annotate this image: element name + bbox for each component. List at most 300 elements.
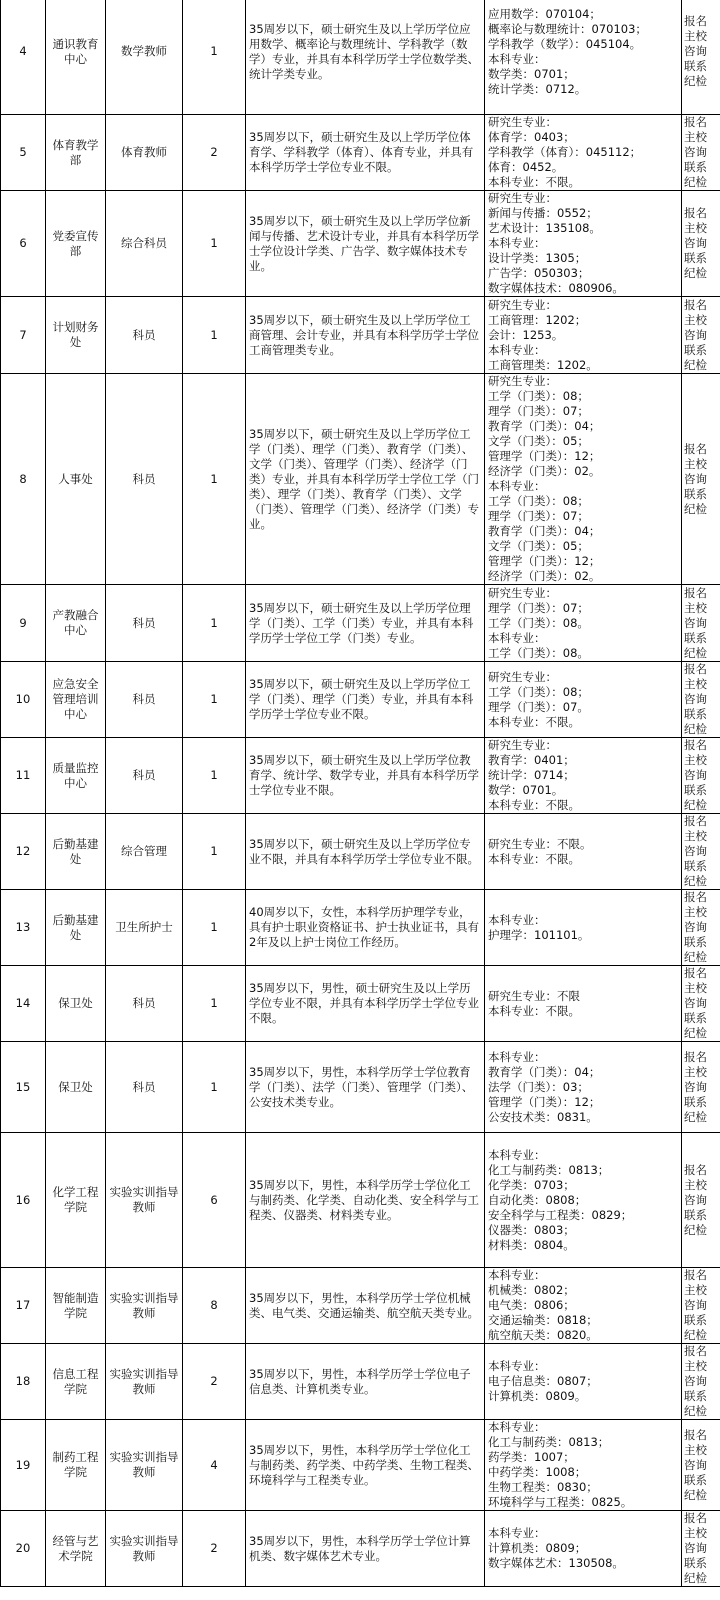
requirement-cell: 40周岁以下，女性，本科学历护理学专业，具有护士职业资格证书、护士执业证书，具有2年及以上护士岗位工作经历。: [246, 890, 485, 966]
note-line: 联系: [684, 342, 707, 357]
majors-cell: [485, 0, 682, 115]
note-line: 报名: [684, 1511, 707, 1525]
majors-cell: [485, 115, 682, 191]
department-cell: 体育教学部: [46, 115, 106, 191]
headcount-cell: 8: [183, 1268, 246, 1344]
major-line: 中药学类：1008；: [488, 1465, 587, 1479]
position-cell: 科员: [106, 966, 183, 1042]
majors-cell: [485, 1042, 682, 1133]
note-cell: [682, 1511, 720, 1587]
major-line: 艺术设计：135108。: [488, 221, 601, 235]
note-line: 咨询: [684, 327, 707, 342]
major-line: 体育学：0403；: [488, 130, 575, 144]
note-cell: [682, 1268, 720, 1344]
major-line: 理学（门类）：07。: [488, 699, 589, 714]
major-line: 工商管理：1202；: [488, 312, 587, 327]
department-cell: 制药工程学院: [46, 1420, 106, 1511]
major-line: 会计：1253。: [488, 327, 564, 342]
major-line: 本科专业：不限。: [488, 798, 580, 812]
major-line: 经济学（门类）：02。: [488, 464, 601, 478]
note-line: 报名: [684, 1162, 707, 1177]
note-line: 主校: [684, 1526, 707, 1540]
note-line: 主校: [684, 1064, 707, 1079]
headcount-cell: 6: [183, 1133, 246, 1268]
major-line: 教育学：0401；: [488, 753, 575, 767]
note-line: 咨询: [684, 1192, 707, 1207]
major-line: 生物工程类：0830；: [488, 1480, 598, 1494]
note-line: 联系: [684, 1556, 707, 1570]
requirement-cell: 35周岁以下，男性，本科学历学士学位机械类、电气类、交通运输类、航空航天类专业。: [246, 1268, 485, 1344]
majors-cell: [485, 1344, 682, 1420]
major-line: 管理学（门类）：12；: [488, 554, 601, 568]
note-line: 咨询: [684, 1374, 707, 1388]
note-line: 联系: [684, 1011, 707, 1025]
major-line: 数字媒体艺术：130508。: [488, 1556, 624, 1570]
note-cell: [682, 890, 720, 966]
row-number: 6: [1, 191, 46, 297]
major-line: 研究生专业：不限。: [488, 836, 592, 851]
row-number: 7: [1, 297, 46, 374]
headcount-cell: 1: [183, 662, 246, 738]
position-cell: 数学教师: [106, 0, 183, 115]
note-line: 纪检: [684, 74, 707, 88]
requirement-cell: 35周岁以下，硕士研究生及以上学历学位新闻与传播、艺术设计专业，并具有本科学历学士学位设计学类、广告学、数字媒体技术专业。: [246, 191, 485, 297]
major-line: 航空航天类：0820。: [488, 1328, 598, 1342]
note-line: 纪检: [684, 1328, 707, 1342]
majors-cell: [485, 738, 682, 814]
major-line: 本科专业：: [488, 479, 546, 493]
table-row: [1, 662, 720, 738]
department-cell: 后勤基建处: [46, 814, 106, 890]
note-line: 纪检: [684, 266, 707, 280]
department-cell: 产教融合中心: [46, 585, 106, 662]
row-number: 16: [1, 1133, 46, 1268]
department-cell: 智能制造学院: [46, 1268, 106, 1344]
majors-cell: [485, 966, 682, 1042]
headcount-cell: 4: [183, 1420, 246, 1511]
note-cell: [682, 966, 720, 1042]
headcount-cell: 1: [183, 585, 246, 662]
requirement-cell: 35周岁以下，硕士研究生及以上学历学位教育学、统计学、数学专业，并具有本科学历学士学位专业不限。: [246, 738, 485, 814]
note-line: 联系: [684, 783, 707, 797]
department-cell: 信息工程学院: [46, 1344, 106, 1420]
note-line: 纪检: [684, 645, 707, 660]
major-line: 研究生专业：不限: [488, 988, 580, 1003]
major-line: 教育学（门类）：04；: [488, 1064, 601, 1079]
major-line: 设计学类：1305；: [488, 251, 587, 265]
note-line: 联系: [684, 1313, 707, 1327]
majors-cell: [485, 1133, 682, 1268]
major-line: 本科专业：: [488, 342, 546, 357]
position-cell: 科员: [106, 374, 183, 585]
major-line: 化学类：0703；: [488, 1177, 575, 1192]
major-line: 交通运输类：0818；: [488, 1313, 598, 1327]
note-line: 联系: [684, 1207, 707, 1222]
table-row: [1, 814, 720, 890]
headcount-cell: 2: [183, 1511, 246, 1587]
major-line: 体育：0452。: [488, 160, 564, 174]
major-line: 研究生专业：: [488, 191, 557, 205]
major-line: 工学（门类）：08。: [488, 615, 589, 630]
major-line: 本科专业：: [488, 1526, 546, 1540]
major-line: 理学（门类）：07；: [488, 509, 589, 523]
position-cell: 科员: [106, 297, 183, 374]
row-number: 17: [1, 1268, 46, 1344]
major-line: 理学（门类）：07；: [488, 600, 589, 615]
major-line: 工学（门类）：08；: [488, 494, 589, 508]
department-cell: 人事处: [46, 374, 106, 585]
note-line: 联系: [684, 251, 707, 265]
note-line: 咨询: [684, 1457, 707, 1472]
note-line: 咨询: [684, 1079, 707, 1094]
major-line: 工学（门类）：08。: [488, 645, 589, 660]
row-number: 9: [1, 585, 46, 662]
position-cell: 实验实训指导教师: [106, 1133, 183, 1268]
note-cell: [682, 374, 720, 585]
major-line: 本科专业：: [488, 236, 546, 250]
note-line: 联系: [684, 59, 707, 73]
table-row: [1, 115, 720, 191]
major-line: 自动化类：0808；: [488, 1192, 587, 1207]
note-line: 报名: [684, 441, 707, 456]
note-line: 报名: [684, 1268, 707, 1282]
major-line: 概率论与数理统计：070103；: [488, 21, 647, 36]
table-row: [1, 890, 720, 966]
note-line: 联系: [684, 1389, 707, 1403]
major-line: 管理学（门类）：12；: [488, 1094, 601, 1109]
major-line: 本科专业：不限。: [488, 1003, 580, 1018]
note-line: 咨询: [684, 1541, 707, 1555]
majors-cell: [485, 890, 682, 966]
major-line: 应用数学：070104；: [488, 6, 601, 21]
note-cell: [682, 814, 720, 890]
major-line: 电子信息类：0807；: [488, 1374, 598, 1388]
row-number: 19: [1, 1420, 46, 1511]
note-line: 主校: [684, 1359, 707, 1373]
note-cell: [682, 738, 720, 814]
major-line: 数学：0701。: [488, 783, 564, 797]
department-cell: 保卫处: [46, 1042, 106, 1133]
row-number: 13: [1, 890, 46, 966]
note-line: 联系: [684, 935, 707, 949]
position-cell: 综合科员: [106, 191, 183, 297]
major-line: 化工与制药类：0813；: [488, 1435, 610, 1449]
table-row: [1, 585, 720, 662]
note-line: 咨询: [684, 471, 707, 486]
note-line: 主校: [684, 221, 707, 235]
note-line: 联系: [684, 1094, 707, 1109]
note-line: 联系: [684, 1472, 707, 1487]
department-cell: 保卫处: [46, 966, 106, 1042]
note-line: 咨询: [684, 692, 707, 706]
major-line: 研究生专业：: [488, 115, 557, 129]
note-line: 报名: [684, 1049, 707, 1064]
major-line: 本科专业：: [488, 1420, 546, 1434]
row-number: 8: [1, 374, 46, 585]
major-line: 管理学（门类）：12；: [488, 449, 601, 463]
note-line: 纪检: [684, 950, 707, 964]
major-line: 本科专业：: [488, 630, 546, 645]
requirement-cell: 35周岁以下，硕士研究生及以上学历学位应用数学、概率论与数理统计、学科教学（数学）专业，并具有本科学历学士学位数学类、统计学类专业。: [246, 0, 485, 115]
note-line: 报名: [684, 206, 707, 220]
table-row: [1, 966, 720, 1042]
note-line: 纪检: [684, 1487, 707, 1502]
headcount-cell: 1: [183, 890, 246, 966]
row-number: 20: [1, 1511, 46, 1587]
major-line: 安全科学与工程类：0829；: [488, 1207, 633, 1222]
note-line: 联系: [684, 859, 707, 873]
note-line: 纪检: [684, 175, 707, 189]
majors-cell: [485, 297, 682, 374]
major-line: 本科专业：: [488, 1268, 546, 1282]
note-line: 主校: [684, 456, 707, 471]
headcount-cell: 1: [183, 297, 246, 374]
note-line: 主校: [684, 29, 707, 43]
note-line: 主校: [684, 905, 707, 919]
note-line: 纪检: [684, 501, 707, 516]
majors-cell: [485, 1268, 682, 1344]
majors-cell: [485, 662, 682, 738]
note-line: 主校: [684, 753, 707, 767]
major-line: 数字媒体技术：080906。: [488, 281, 624, 295]
major-line: 统计学：0714；: [488, 768, 575, 782]
row-number: 12: [1, 814, 46, 890]
major-line: 教育学（门类）：04；: [488, 419, 601, 433]
note-line: 报名: [684, 890, 707, 904]
position-cell: 综合管理: [106, 814, 183, 890]
major-line: 学科教学（数学）：045104。: [488, 36, 642, 51]
note-line: 纪检: [684, 1109, 707, 1124]
note-cell: [682, 191, 720, 297]
requirement-cell: 35周岁以下，硕士研究生及以上学历学位工商管理、会计专业，并具有本科学历学士学位工商管理类专业。: [246, 297, 485, 374]
note-cell: [682, 1133, 720, 1268]
position-cell: 卫生所护士: [106, 890, 183, 966]
major-line: 本科专业：: [488, 51, 546, 66]
major-line: 计算机类：0809；: [488, 1541, 587, 1555]
department-cell: 后勤基建处: [46, 890, 106, 966]
major-line: 统计学类：0712。: [488, 81, 587, 96]
note-cell: [682, 115, 720, 191]
department-cell: 经管与艺术学院: [46, 1511, 106, 1587]
major-line: 电气类：0806；: [488, 1298, 575, 1312]
major-line: 研究生专业：: [488, 297, 557, 312]
department-cell: 化学工程学院: [46, 1133, 106, 1268]
row-number: 11: [1, 738, 46, 814]
department-cell: 应急安全管理培训中心: [46, 662, 106, 738]
major-line: 研究生专业：: [488, 374, 557, 388]
headcount-cell: 1: [183, 966, 246, 1042]
major-line: 计算机类：0809。: [488, 1389, 587, 1403]
note-cell: [682, 1344, 720, 1420]
major-line: 文学（门类）：05；: [488, 539, 589, 553]
requirement-cell: 35周岁以下，硕士研究生及以上学历学位理学（门类）、工学（门类）专业，并具有本科学历学士学位工学（门类）专业。: [246, 585, 485, 662]
major-line: 护理学：101101。: [488, 927, 590, 942]
requirement-cell: 35周岁以下，硕士研究生及以上学历学位体育学、学科教学（体育）、体育专业，并具有本科学历学士学位专业不限。: [246, 115, 485, 191]
position-cell: 实验实训指导教师: [106, 1420, 183, 1511]
note-line: 报名: [684, 1344, 707, 1358]
position-cell: 体育教师: [106, 115, 183, 191]
headcount-cell: 2: [183, 115, 246, 191]
requirement-cell: 35周岁以下，硕士研究生及以上学历学位工学（门类）、理学（门类）、教育学（门类）、文学（门类）、管理学（门类）、经济学（门类）专业，并具有本科学历学士学位工学（门类）、理学（门类）、教育学（门类）、文学（门类）、管理学（门类）、经济学（门类）专业。: [246, 374, 485, 585]
note-line: 主校: [684, 1283, 707, 1297]
note-line: 报名: [684, 966, 707, 980]
headcount-cell: 1: [183, 738, 246, 814]
table-row: [1, 1042, 720, 1133]
major-line: 机械类：0802；: [488, 1283, 575, 1297]
row-number: 14: [1, 966, 46, 1042]
note-line: 联系: [684, 486, 707, 501]
note-line: 报名: [684, 297, 707, 312]
table-row: [1, 1268, 720, 1344]
table-row: [1, 738, 720, 814]
note-line: 主校: [684, 312, 707, 327]
note-line: 纪检: [684, 1222, 707, 1237]
note-line: 纪检: [684, 1571, 707, 1585]
major-line: 药学类：1007；: [488, 1450, 575, 1464]
requirement-cell: 35周岁以下，男性，硕士研究生及以上学历学位专业不限，并具有本科学历学士学位专业不限。: [246, 966, 485, 1042]
position-cell: 科员: [106, 1042, 183, 1133]
major-line: 本科专业：: [488, 1359, 546, 1373]
requirement-cell: 35周岁以下，硕士研究生及以上学历学位工学（门类）、理学（门类）专业，并具有本科学历学士学位专业不限。: [246, 662, 485, 738]
table-row: [1, 0, 720, 115]
major-line: 研究生专业：: [488, 669, 557, 684]
note-cell: [682, 1420, 720, 1511]
note-line: 主校: [684, 829, 707, 843]
note-line: 咨询: [684, 615, 707, 630]
headcount-cell: 1: [183, 1042, 246, 1133]
table-row: [1, 374, 720, 585]
position-cell: 实验实训指导教师: [106, 1511, 183, 1587]
major-line: 广告学：050303；: [488, 266, 590, 280]
position-cell: 科员: [106, 738, 183, 814]
note-line: 咨询: [684, 768, 707, 782]
row-number: 18: [1, 1344, 46, 1420]
row-number: 15: [1, 1042, 46, 1133]
department-cell: 党委宣传部: [46, 191, 106, 297]
major-line: 学科教学（体育）：045112；: [488, 145, 642, 159]
note-line: 主校: [684, 1177, 707, 1192]
note-line: 咨询: [684, 1298, 707, 1312]
note-cell: [682, 662, 720, 738]
department-cell: 计划财务处: [46, 297, 106, 374]
note-line: 报名: [684, 1427, 707, 1442]
majors-cell: [485, 585, 682, 662]
requirement-cell: 35周岁以下，男性，本科学历学士学位化工与制药类、药学类、中药学类、生物工程类、环境科学与工程类专业。: [246, 1420, 485, 1511]
majors-cell: [485, 374, 682, 585]
major-line: 经济学（门类）：02。: [488, 569, 601, 583]
note-line: 纪检: [684, 1404, 707, 1418]
note-line: 报名: [684, 585, 707, 600]
major-line: 法学（门类）：03；: [488, 1079, 589, 1094]
major-line: 工商管理类：1202。: [488, 357, 598, 372]
table-row: [1, 1133, 720, 1268]
major-line: 新闻与传播：0552；: [488, 206, 598, 220]
headcount-cell: 1: [183, 374, 246, 585]
note-cell: [682, 1042, 720, 1133]
requirement-cell: 35周岁以下，男性，本科学历学士学位电子信息类、计算机类专业。: [246, 1344, 485, 1420]
major-line: 工学（门类）：08；: [488, 389, 589, 403]
note-line: 联系: [684, 707, 707, 721]
major-line: 本科专业：不限。: [488, 851, 580, 866]
note-cell: [682, 585, 720, 662]
note-line: 纪检: [684, 874, 707, 888]
major-line: 公安技术类：0831。: [488, 1109, 598, 1124]
headcount-cell: 1: [183, 814, 246, 890]
major-line: 化工与制药类：0813；: [488, 1162, 610, 1177]
note-line: 报名: [684, 115, 707, 129]
major-line: 本科专业：不限。: [488, 714, 580, 729]
headcount-cell: 1: [183, 0, 246, 115]
note-cell: [682, 0, 720, 115]
row-number: 4: [1, 0, 46, 115]
requirement-cell: 35周岁以下，男性，本科学历学士学位计算机类、数字媒体艺术专业。: [246, 1511, 485, 1587]
major-line: 工学（门类）：08；: [488, 684, 589, 699]
majors-cell: [485, 1420, 682, 1511]
note-line: 主校: [684, 677, 707, 691]
major-line: 环境科学与工程类：0825。: [488, 1495, 633, 1509]
note-line: 咨询: [684, 145, 707, 159]
major-line: 本科专业：: [488, 1049, 546, 1064]
table-row: [1, 1344, 720, 1420]
note-line: 报名: [684, 738, 707, 752]
table-row: [1, 1420, 720, 1511]
major-line: 仪器类：0803；: [488, 1222, 575, 1237]
note-line: 联系: [684, 160, 707, 174]
requirement-cell: 35周岁以下，硕士研究生及以上学历学位专业不限，并具有本科学历学士学位专业不限。: [246, 814, 485, 890]
note-line: 主校: [684, 600, 707, 615]
major-line: 研究生专业：: [488, 738, 557, 752]
major-line: 本科专业：: [488, 1147, 546, 1162]
majors-cell: [485, 814, 682, 890]
note-line: 咨询: [684, 44, 707, 58]
major-line: 数学类：0701；: [488, 66, 575, 81]
major-line: 本科专业：不限。: [488, 175, 580, 189]
headcount-cell: 2: [183, 1344, 246, 1420]
note-line: 纪检: [684, 357, 707, 372]
department-cell: 通识教育中心: [46, 0, 106, 115]
table-row: [1, 191, 720, 297]
department-cell: 质量监控中心: [46, 738, 106, 814]
major-line: 本科专业：: [488, 912, 546, 927]
note-line: 主校: [684, 1442, 707, 1457]
note-line: 主校: [684, 130, 707, 144]
requirement-cell: 35周岁以下，男性，本科学历学士学位教育学（门类）、法学（门类）、管理学（门类）、公安技术类专业。: [246, 1042, 485, 1133]
position-cell: 实验实训指导教师: [106, 1344, 183, 1420]
row-number: 5: [1, 115, 46, 191]
position-cell: 科员: [106, 662, 183, 738]
note-line: 咨询: [684, 236, 707, 250]
note-line: 报名: [684, 662, 707, 676]
note-cell: [682, 297, 720, 374]
position-cell: 实验实训指导教师: [106, 1268, 183, 1344]
position-cell: 科员: [106, 585, 183, 662]
note-line: 纪检: [684, 798, 707, 812]
note-line: 联系: [684, 630, 707, 645]
major-line: 理学（门类）：07；: [488, 404, 589, 418]
note-line: 报名: [684, 814, 707, 828]
note-line: 报名: [684, 14, 707, 28]
table-row: [1, 297, 720, 374]
major-line: 研究生专业：: [488, 585, 557, 600]
note-line: 纪检: [684, 1026, 707, 1040]
headcount-cell: 1: [183, 191, 246, 297]
requirement-cell: 35周岁以下，男性，本科学历学士学位化工与制药类、化学类、自动化类、安全科学与工程类、仪器类、材料类专业。: [246, 1133, 485, 1268]
note-line: 咨询: [684, 996, 707, 1010]
table-body: [1, 0, 720, 1587]
note-line: 咨询: [684, 920, 707, 934]
major-line: 文学（门类）：05；: [488, 434, 589, 448]
note-line: 纪检: [684, 722, 707, 736]
